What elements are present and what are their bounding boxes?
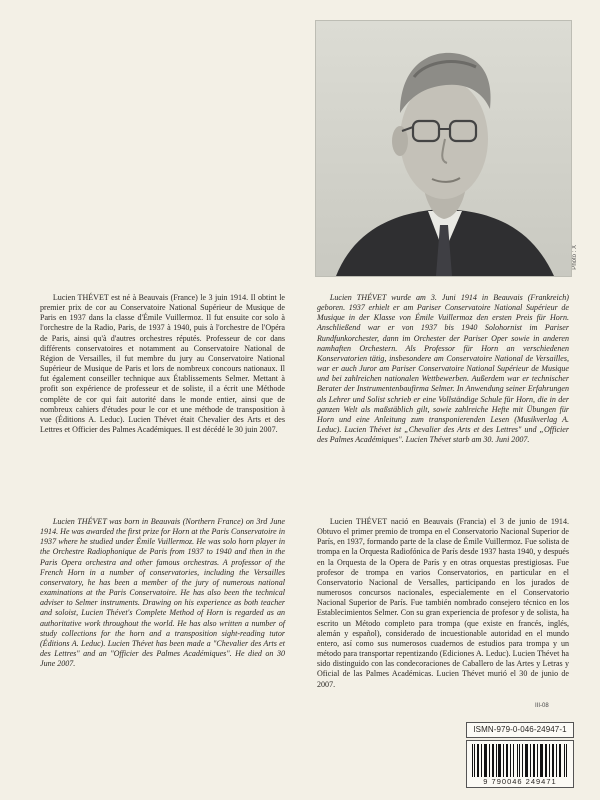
french-biography: [40, 293, 285, 435]
spanish-paragraph: Lucien THÉVET nació en Beauvais (Francia) el 3 de junio de 1914. Obtuvo el primer premio de trompa en el Conservatorio Nacional Superior de París, en 1937, formando parte de la clase de Émile Vuillermoz. Fue solista de trompa en la Orquesta Radiofónica de París desde 1937 hasta 1940, y después en la Orquesta de la Opera de París y en otras orquestas prestigiosas. Fue profesor de trompa en varios Conservatorios, en particular en el Conservatorio Nacional de Versalles, participando en los jurados de numerosos concursos nacionales, especialemente en el Conservatorio Nacional Superior de París. Fue también nombrado consejero técnico en los Establecimientos Selmer. Con su gran experiencia de profesor y de solista, ha escrito un Método completo para trompa (que existe en francés, inglés, alemán y español), considerado de incuestionable autoridad en el mundo entero, así como sus numerosos cuadernos de estudios para trompa y un método para transportar repentizando (Ediciones A. Leduc). Lucien Thévet ha sido distinguido con las condecoraciones de Caballero de las Artes y Letras y Oficial de las Palmes Académicas. Lucien Thévet murió el 30 de junio de 2007.: [317, 517, 569, 689]
spanish-biography: [317, 517, 569, 690]
english-paragraph: Lucien THÉVET was born in Beauvais (Northern France) on 3rd June 1914. He was awarded the first prize for Horn at the Paris Conservatoire in 1937 where he studied under Émile Vuillermoz. He was solo horn player in the Orchestre Radiophonique de Paris from 1937 to 1940 and then in the Paris Opera orchestra and other famous orchestras. A professor of the French Horn in a number of conservatories, including the Versailles conservatory, he has been a member of the jury of numerous national examinations at the Paris Conservatoire. He has also been the technical adviser to Selmer instruments. Drawing on his experience as both teacher and soloist, Lucien Thévet's Complete Method of Horn is regarded as an authoritative work throughout the world. He has also written a number of study collections for the horn and a transposition sight-reading tutor (Éditions A. Leduc). Lucien Thévet has been made a "Chevalier des Arts et des Lettres" and an "Officier des Palmes Académiques". He died on 30 June 2007.: [40, 517, 285, 669]
barcode-digits: 9 790046 249471: [469, 777, 571, 786]
portrait-illustration: [316, 21, 571, 276]
barcode: [466, 740, 574, 788]
english-biography: [40, 517, 285, 669]
german-biography: [317, 293, 569, 445]
french-paragraph: Lucien THÉVET est né à Beauvais (France) le 3 juin 1914. Il obtint le premier prix de cor au Conservatoire National Supérieur de Musique de Paris en 1937 dans la classe d'Émile Vuillermoz. Il fut ensuite cor solo à l'orchestre de la Radio, Paris, de 1937 à 1940, puis à l'orchestre de l'Opéra de Paris, ainsi qu'à d'autres orchestres réputés. Professeur de cor dans différents conservatoires et notamment au Conservatoire National de Région de Versailles, il fut membre du jury au Conservatoire National Supérieur de Musique de Paris et lors de nombreux concours nationaux. Il fut également conseiller technique aux Établissements Selmer. Mettant à profit son expérience de professeur et de soliste, il a écrit une Méthode complète de cor qui fait autorité dans le monde entier, ainsi que de nombreux cahiers d'études pour le cor et une méthode de transposition à vue (Éditions A. Leduc). Lucien Thévet était Chevalier des Arts et des Lettres et Officier des Palmes Académiques. Il est décédé le 30 juin 2007.: [40, 293, 285, 435]
catalog-code: III-08: [535, 703, 549, 709]
german-paragraph: Lucien THÉVET wurde am 3. Juni 1914 in Beauvais (Frankreich) geboren. 1937 erhielt er am Pariser Conservatoire National Supérieur de Musique in der Klasse von Émile Vuillermoz den ersten Preis für Horn. Anschließend war er von 1937 bis 1940 Solohornist im Pariser Rundfunkorchester, dann im Orchester der Pariser Oper sowie in anderen namhaften Orchestern. Als Professor für Horn an verschiedenen Konservatorien tätig, insbesondere am Conservatoire National de Versailles, war er auch Juror am Pariser Conservatoire National Supérieur de Musique und bei zahlreichen nationalen Wettbewerben. Außerdem war er technischer Berater der Instrumentenbaufirma Selmer. In Anwendung seiner Erfahrungen als Lehrer und Solist schrieb er eine Vollständige Schule für Horn, die in der ganzen Welt als maßstäblich gilt, sowie zahlreiche Hefte mit Übungen für Horn und eine Anleitung zum transponierenden Lesen (Musikverlag A. Leduc). Lucien Thévet ist „Chevalier des Arts et des Lettres" und „Officier des Palmes Académiques". Lucien Thévet starb am 30. Juni 2007.: [317, 293, 569, 445]
portrait-photo: [315, 20, 572, 277]
ismn-label: ISMN-979-0-046-24947-1: [466, 722, 574, 738]
photo-credit: Photo : X: [572, 245, 578, 270]
